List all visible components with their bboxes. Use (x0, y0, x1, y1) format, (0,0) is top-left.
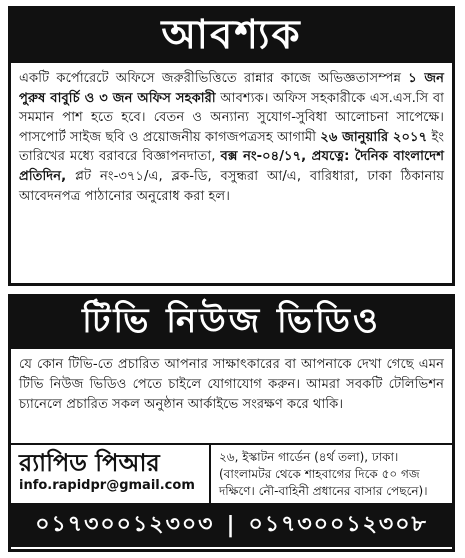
job-ad-text-4: প্লট নং-৩৭১/এ, ব্লক-ডি, বসুন্ধরা আ/এ, বারিধারা, ঢাকা ঠিকানায় আবেদনপত্র পাঠানোর অনুরোধ করা হল। (19, 168, 444, 204)
brand-block (11, 445, 211, 503)
job-ad (8, 6, 455, 286)
job-ad-text-3: ইং তারিখের মধ্যে বরাবরে বিজ্ঞাপনদাতা, (19, 129, 444, 165)
job-ad-text-2: আবশ্যক। অফিস সহকারীকে এস.এস.সি বা সমমান পাশ হতে হবে। বেতন ও অন্যান্য সুযোগ-সুবিধা আলোচনা সাপেক্ষে। পাসপোর্ট সাইজ ছবি ও প্রয়োজনীয় কাগজপত্রসহ আগামী (19, 90, 444, 145)
phone-bar (11, 503, 452, 547)
brand-email: info.rapidpr@gmail.com (19, 478, 195, 493)
brand-name: র‍্যাপিড পিআর (19, 449, 160, 477)
phone-separator: | (226, 512, 237, 538)
job-ad-body (11, 63, 452, 206)
job-ad-deadline: ২৬ জানুয়ারি ২০১৭ (320, 129, 428, 145)
job-ad-heading: আবশ্যক (11, 9, 452, 63)
phone-2: ০১৭৩০০১২৩০৮ (248, 511, 428, 537)
tv-news-contact (11, 443, 452, 503)
job-ad-text-1: একটি কর্পোরেটে অফিসে জরুরীভিত্তিতে রান্নার কাজে অভিজ্ঞতাসম্পন্ন (19, 71, 409, 86)
tv-news-ad (8, 294, 455, 552)
tv-news-body: যে কোন টিভি-তে প্রচারিত আপনার সাক্ষাৎকারের বা আপনাকে দেখা গেছে এমন টিভি নিউজ ভিডিও পেতে চাইলে যোগাযোগ করুন। আমরা সবকটি টেলিভিশন চ্যানেলে প্রচারিত সকল অনুষ্ঠান আর্কাইভে সংরক্ষণ করে থাকি। (19, 357, 444, 412)
address: ২৬, ইস্কাটন গার্ডেন (৪র্থ তলা), ঢাকা। (বাংলামটর থেকে শাহবাগের দিকে ৫০ গজ দক্ষিণে। নৌ-বাহিনী প্রধানের বাসার পেছনে)। (219, 450, 428, 498)
job-ad-positions: ১ জন পুরুষ বাবুর্চি ও ৩ জন অফিস সহকারী (19, 71, 444, 106)
tv-news-heading: টিভি নিউজ ভিডিও (11, 297, 452, 349)
phone-1: ০১৭৩০০১২৩০৩ (35, 511, 215, 537)
job-ad-box-number: বক্স নং-০৪/১৭, প্রযত্নে: দৈনিক বাংলাদেশ প্রতিদিন, (19, 149, 445, 184)
